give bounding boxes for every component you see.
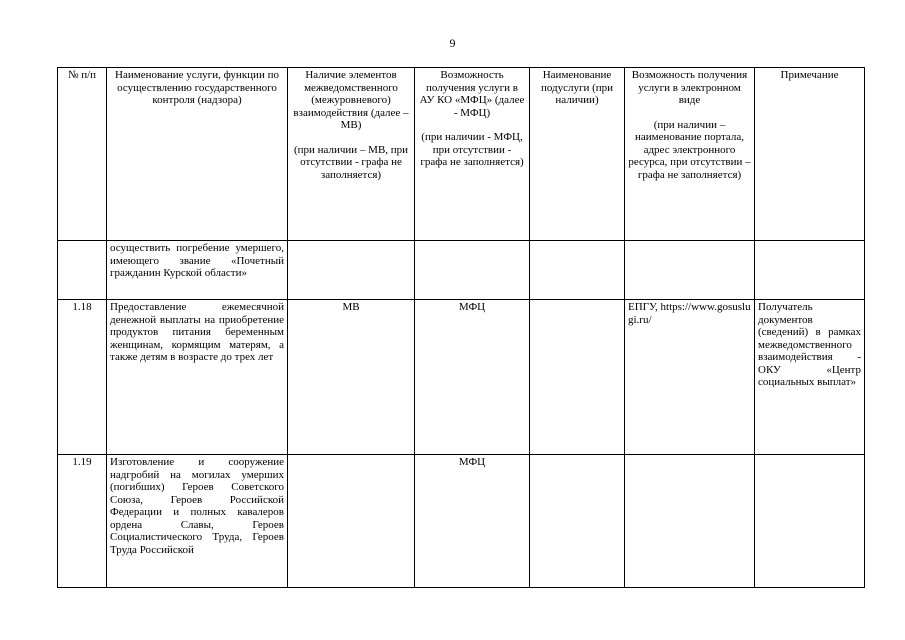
interaction-value — [288, 241, 415, 300]
note-value — [755, 241, 865, 300]
subservice-value — [530, 241, 625, 300]
service-name: Предоставление ежемесячной денежной выплаты на приобретение продуктов питания беременным женщинам, кормящим матерям, а также детям в возрасте до трех лет — [107, 300, 288, 455]
table-row — [58, 455, 865, 588]
column-header-mfc: Возможность получения услуги в АУ КО «МФЦ» (далее - МФЦ) (при наличии - МФЦ, при отсутствии - графа не заполняется) — [415, 68, 530, 241]
column-header-interaction: Наличие элементов межведомственного (межуровневого) взаимодействия (далее – МВ) (при наличии – МВ, при отсутствии - графа не заполняется) — [288, 68, 415, 241]
column-header-subservice: Наименование подуслуги (при наличии) — [530, 68, 625, 241]
column-header-service-name: Наименование услуги, функции по осуществлению государственного контроля (надзора) — [107, 68, 288, 241]
column-header-note: Примечание — [755, 68, 865, 241]
row-number — [58, 241, 107, 300]
interaction-value: МВ — [288, 300, 415, 455]
services-table — [57, 67, 865, 588]
subservice-value — [530, 300, 625, 455]
column-header-electronic: Возможность получения услуги в электронном виде (при наличии – наименование портала, адрес электронного ресурса, при отсутствии – графа не заполняется) — [625, 68, 755, 241]
table-row — [58, 241, 865, 300]
electronic-value — [625, 241, 755, 300]
subservice-value — [530, 455, 625, 588]
note-value: Получатель документов (сведений) в рамках межведомственного взаимодействия - ОКУ «Центр социальных выплат» — [755, 300, 865, 455]
electronic-value: ЕПГУ, https://www.gosuslugi.ru/ — [625, 300, 755, 455]
table-header-row — [58, 68, 865, 241]
mfc-value: МФЦ — [415, 300, 530, 455]
page-number: 9 — [449, 36, 456, 50]
interaction-value — [288, 455, 415, 588]
column-header-number: № п/п — [58, 68, 107, 241]
mfc-value: МФЦ — [415, 455, 530, 588]
row-number: 1.18 — [58, 300, 107, 455]
service-name: осуществить погребение умершего, имеющего звание «Почетный гражданин Курской области» — [107, 241, 288, 300]
table-row — [58, 300, 865, 455]
note-value — [755, 455, 865, 588]
service-name: Изготовление и сооружение надгробий на могилах умерших (погибших) Героев Советского Союза, Героев Российской Федерации и полных кавалеров ордена Славы, Героев Социалистического Труда, Героев Труда Российской — [107, 455, 288, 588]
row-number: 1.19 — [58, 455, 107, 588]
mfc-value — [415, 241, 530, 300]
electronic-value — [625, 455, 755, 588]
